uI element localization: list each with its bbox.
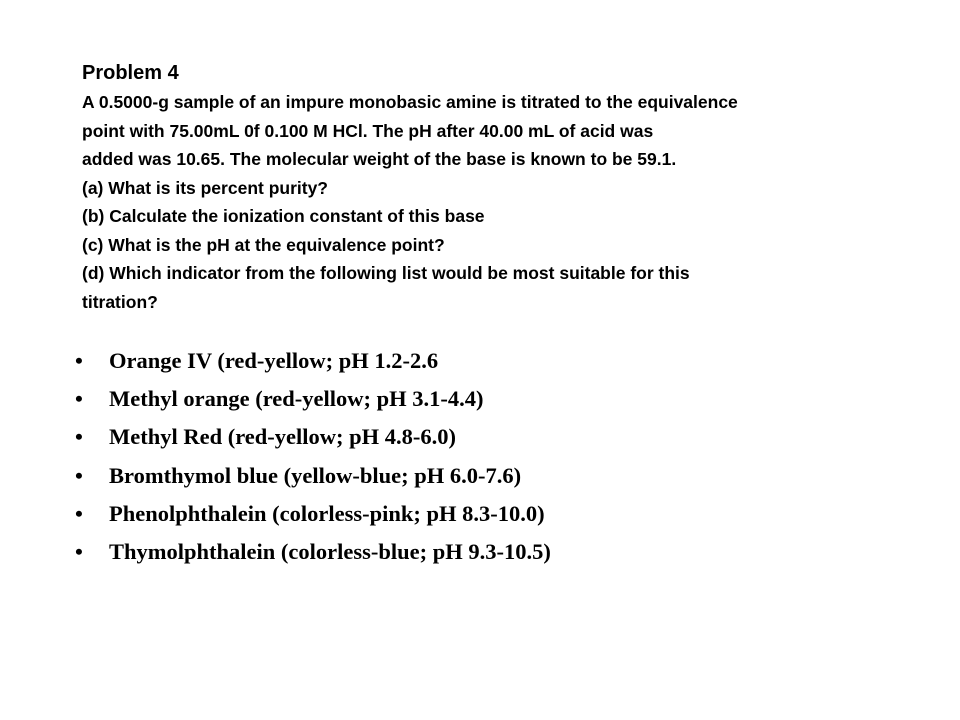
bullet-icon: • (75, 348, 83, 373)
question-a: (a) What is its percent purity? (82, 177, 328, 198)
problem-statement (82, 58, 902, 316)
indicator-text: Thymolphthalein (colorless-blue; pH 9.3-10.5) (109, 539, 551, 565)
indicator-text: Methyl Red (red-yellow; pH 4.8-6.0) (109, 424, 457, 450)
indicator-text: Bromthymol blue (yellow-blue; pH 6.0-7.6) (109, 462, 522, 488)
bullet-icon: • (75, 500, 83, 526)
bullet-icon: • (75, 539, 83, 565)
list-item-orange-iv (75, 342, 551, 380)
indicator-text: Methyl orange (red-yellow; pH 3.1-4.4) (109, 386, 484, 412)
question-b: (b) Calculate the ionization constant of this base (82, 206, 485, 226)
list-item-methyl-red (75, 418, 551, 456)
problem-line-2: point with 75.00mL 0f 0.100 M HCl. The pH after 40.00 mL of acid was (82, 120, 654, 141)
indicator-list (75, 342, 551, 571)
problem-line-1: A 0.5000-g sample of an impure monobasic amine is titrated to the equivalence (82, 92, 738, 112)
bullet-icon: • (75, 462, 83, 488)
list-item-methyl-orange (75, 380, 551, 418)
indicator-text: Phenolphthalein (colorless-pink; pH 8.3-10.0) (109, 500, 545, 526)
list-item-thymolphthalein (75, 533, 551, 571)
list-item-phenolphthalein (75, 495, 551, 533)
question-c: (c) What is the pH at the equivalence point? (82, 234, 445, 255)
indicator-text: Orange IV (red-yellow; pH 1.2-2.6 (109, 348, 439, 373)
question-d-continued: titration? (82, 291, 158, 312)
bullet-icon: • (75, 424, 83, 450)
bullet-icon: • (75, 386, 83, 412)
list-item-bromthymol-blue (75, 457, 551, 495)
problem-title: Problem 4 (82, 62, 179, 84)
problem-line-3: added was 10.65. The molecular weight of the base is known to be 59.1. (82, 149, 677, 169)
question-d: (d) Which indicator from the following list would be most suitable for this (82, 263, 690, 283)
